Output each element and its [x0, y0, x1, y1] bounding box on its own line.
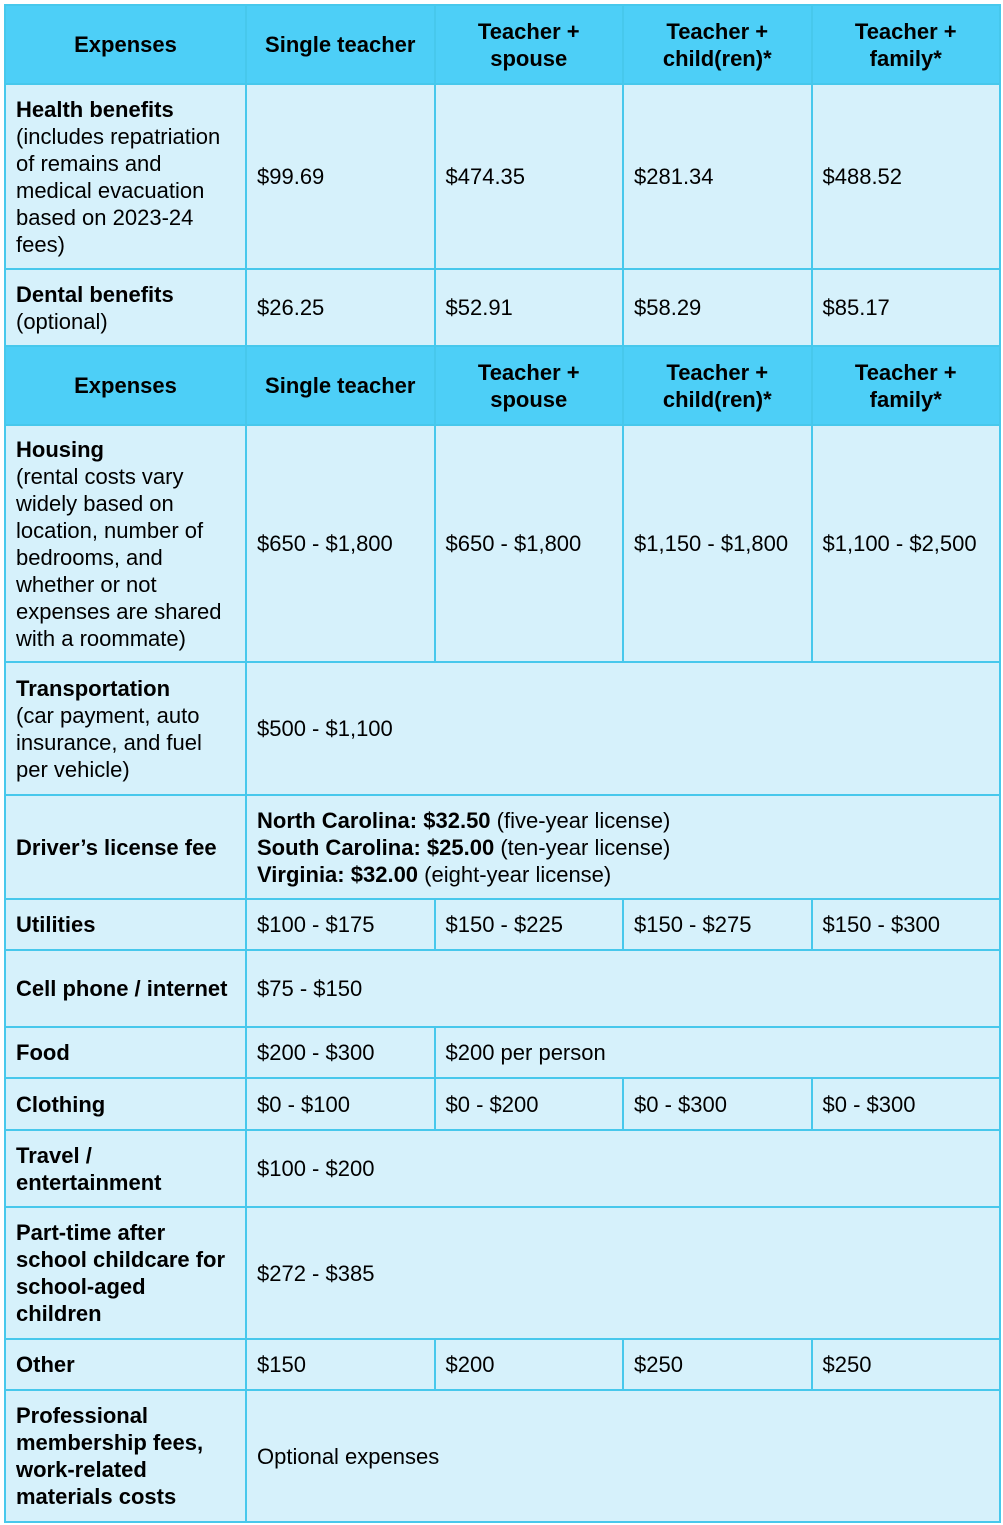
header-teacher-spouse: Teacher + spouse: [435, 5, 624, 84]
cell-health-family: $488.52: [812, 84, 1001, 269]
cell-professional-all: Optional expenses: [246, 1390, 1000, 1522]
license-state-nc: North Carolina:: [257, 807, 418, 833]
table-row-transportation: [5, 662, 1000, 795]
cell-other-family: $250: [812, 1339, 1001, 1390]
license-line-sc: [257, 834, 989, 861]
cell-transportation-all: $500 - $1,100: [246, 662, 1000, 795]
header-teacher-children: Teacher + child(ren)*: [623, 5, 812, 84]
license-fee-sc: $25.00: [426, 834, 495, 860]
cell-phone-title: Cell phone / internet: [16, 976, 228, 1001]
cell-phone-all: $75 - $150: [246, 950, 1000, 1027]
header-row: [5, 5, 1000, 84]
header-teacher-spouse-repeat: Teacher + spouse: [435, 346, 624, 425]
housing-note: (rental costs vary widely based on location, number of bedrooms, and whether or not expenses are shared with a roommate): [16, 463, 222, 651]
license-fee-va: $32.00: [350, 861, 419, 887]
cell-health-children: $281.34: [623, 84, 812, 269]
cell-clothing-children: $0 - $300: [623, 1078, 812, 1130]
other-title: Other: [16, 1352, 75, 1377]
table-row-utilities: [5, 899, 1000, 950]
license-term-va: (eight-year license): [424, 861, 612, 887]
row-label-housing: [5, 425, 246, 662]
cell-health-single: $99.69: [246, 84, 435, 269]
professional-title: Professional membership fees, work-related materials costs: [16, 1403, 204, 1509]
table-row-professional: [5, 1390, 1000, 1522]
cell-utilities-spouse: $150 - $225: [435, 899, 624, 950]
header-teacher-family-repeat: Teacher + family*: [812, 346, 1001, 425]
row-label-cell-phone: [5, 950, 246, 1027]
cell-housing-spouse: $650 - $1,800: [435, 425, 624, 662]
cell-utilities-single: $100 - $175: [246, 899, 435, 950]
utilities-title: Utilities: [16, 912, 96, 937]
table-row-dental-benefits: [5, 269, 1000, 346]
cell-housing-children: $1,150 - $1,800: [623, 425, 812, 662]
license-line-nc: [257, 807, 989, 834]
license-state-sc: South Carolina:: [257, 834, 421, 860]
health-benefits-note: (includes repatriation of remains and medical evacuation based on 2023-24 fees): [16, 123, 221, 257]
table-row-cell-phone: [5, 950, 1000, 1027]
cell-other-children: $250: [623, 1339, 812, 1390]
cell-housing-single: $650 - $1,800: [246, 425, 435, 662]
cell-license-fees: [246, 795, 1000, 899]
header-expenses: Expenses: [5, 5, 246, 84]
header-single-teacher-repeat: Single teacher: [246, 346, 435, 425]
cell-dental-children: $58.29: [623, 269, 812, 346]
header-teacher-family: Teacher + family*: [812, 5, 1001, 84]
cell-clothing-spouse: $0 - $200: [435, 1078, 624, 1130]
row-label-other: [5, 1339, 246, 1390]
row-label-drivers-license: [5, 795, 246, 899]
license-fee-nc: $32.50: [423, 807, 491, 833]
cell-food-single: $200 - $300: [246, 1027, 435, 1078]
row-label-utilities: [5, 899, 246, 950]
row-label-food: [5, 1027, 246, 1078]
cell-utilities-family: $150 - $300: [812, 899, 1001, 950]
license-term-sc: (ten-year license): [500, 834, 671, 860]
cell-clothing-family: $0 - $300: [812, 1078, 1001, 1130]
cell-dental-single: $26.25: [246, 269, 435, 346]
transportation-title: Transportation: [16, 675, 171, 701]
table-row-housing: [5, 425, 1000, 662]
drivers-license-title: Driver’s license fee: [16, 834, 217, 860]
row-label-dental-benefits: [5, 269, 246, 346]
cell-other-spouse: $200: [435, 1339, 624, 1390]
table-row-food: [5, 1027, 1000, 1078]
row-label-transportation: [5, 662, 246, 795]
dental-benefits-title: Dental benefits: [16, 281, 174, 307]
row-label-professional: [5, 1390, 246, 1522]
clothing-title: Clothing: [16, 1091, 106, 1117]
header-expenses-repeat: Expenses: [5, 346, 246, 425]
cell-health-spouse: $474.35: [435, 84, 624, 269]
cell-clothing-single: $0 - $100: [246, 1078, 435, 1130]
cell-other-single: $150: [246, 1339, 435, 1390]
expenses-table-container: [4, 4, 999, 1523]
cell-utilities-children: $150 - $275: [623, 899, 812, 950]
table-row-drivers-license: [5, 795, 1000, 899]
row-label-childcare: [5, 1207, 246, 1339]
table-row-childcare: [5, 1207, 1000, 1339]
health-benefits-title: Health benefits: [16, 96, 174, 122]
license-line-va: [257, 861, 989, 888]
header-teacher-children-repeat: Teacher + child(ren)*: [623, 346, 812, 425]
expenses-table: [4, 4, 1001, 1523]
cell-food-others: $200 per person: [435, 1027, 1001, 1078]
license-term-nc: (five-year license): [496, 807, 671, 833]
row-label-health-benefits: [5, 84, 246, 269]
table-row-clothing: [5, 1078, 1000, 1130]
childcare-title: Part-time after school childcare for school-aged children: [16, 1220, 226, 1326]
table-row-travel: [5, 1130, 1000, 1207]
header-single-teacher: Single teacher: [246, 5, 435, 84]
table-row-other: [5, 1339, 1000, 1390]
transportation-note: (car payment, auto insurance, and fuel per vehicle): [16, 702, 202, 782]
cell-dental-family: $85.17: [812, 269, 1001, 346]
table-row-health-benefits: [5, 84, 1000, 269]
license-state-va: Virginia:: [257, 861, 345, 887]
cell-dental-spouse: $52.91: [435, 269, 624, 346]
cell-childcare-all: $272 - $385: [246, 1207, 1000, 1339]
row-label-clothing: [5, 1078, 246, 1130]
travel-title: Travel / entertainment: [16, 1142, 162, 1195]
dental-benefits-note: (optional): [16, 308, 108, 334]
cell-travel-all: $100 - $200: [246, 1130, 1000, 1207]
food-title: Food: [16, 1040, 70, 1065]
header-row-repeat: [5, 346, 1000, 425]
row-label-travel: [5, 1130, 246, 1207]
housing-title: Housing: [16, 436, 104, 462]
cell-housing-family: $1,100 - $2,500: [812, 425, 1001, 662]
